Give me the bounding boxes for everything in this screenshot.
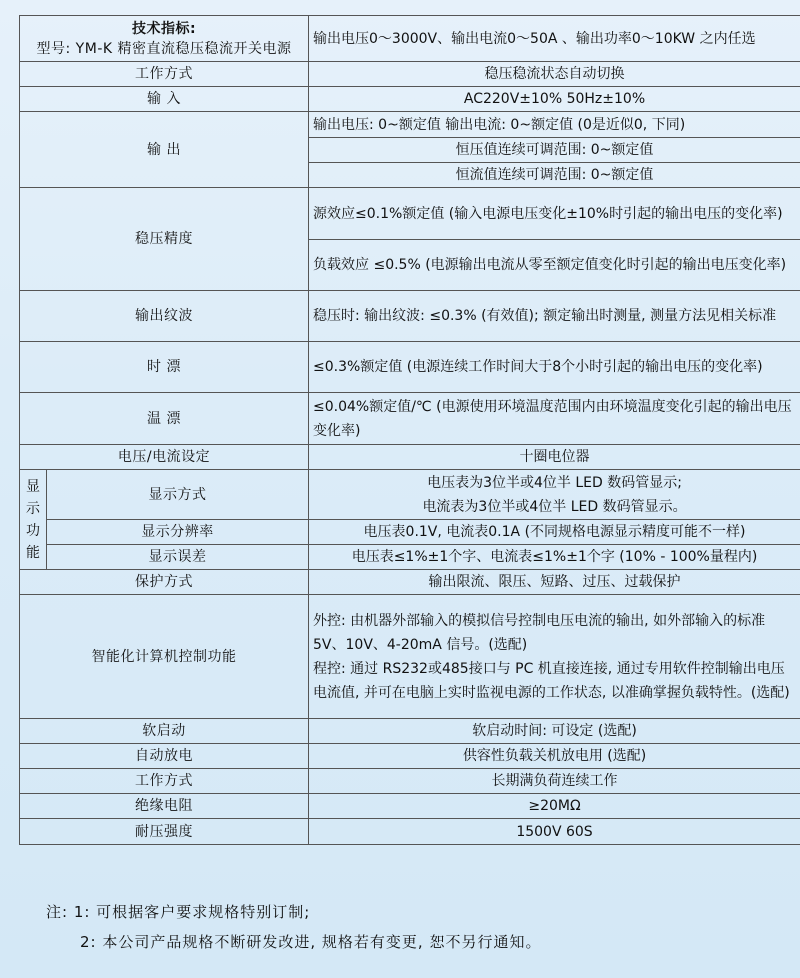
smart-control-line-2: 程控: 通过 RS232或485接口与 PC 机直接连接, 通过专用软件控制输出电压电流值, 并可在电脑上实时监视电源的工作状态, 以准确掌握负载特性。(选配) — [313, 660, 790, 701]
table-row — [20, 794, 800, 819]
temp-drift-value: ≤0.04%额定值/℃ (电源使用环境温度范围内由环境温度变化引起的输出电压变化率) — [309, 393, 800, 445]
display-mode-label: 显示方式 — [47, 470, 309, 520]
table-row — [20, 445, 800, 470]
insulation-value: ≥20MΩ — [309, 794, 800, 819]
smart-control-value — [309, 595, 800, 719]
setting-value: 十圈电位器 — [309, 445, 800, 470]
note-2: 2: 本公司产品规格不断研发改进, 规格若有变更, 恕不另行通知。 — [80, 933, 542, 951]
protection-value: 输出限流、限压、短路、过压、过载保护 — [309, 570, 800, 595]
temp-drift-label: 温 漂 — [20, 393, 309, 445]
work-mode-label: 工作方式 — [20, 62, 309, 87]
model-name: 型号: YM-K 精密直流稳压稳流开关电源 — [36, 40, 292, 57]
table-row — [20, 570, 800, 595]
note-1: 注: 1: 可根据客户要求规格特别订制; — [46, 903, 311, 921]
display-group-label — [20, 470, 47, 570]
table-row — [20, 819, 800, 845]
output-line-1: 输出电压: 0~额定值 输出电流: 0~额定值 (0是近似0, 下同) — [309, 112, 800, 138]
table-row — [20, 87, 800, 112]
table-row — [20, 470, 800, 520]
output-line-2: 恒压值连续可调范围: 0~额定值 — [309, 138, 800, 163]
setting-label: 电压/电流设定 — [20, 445, 309, 470]
discharge-value: 供容性负载关机放电用 (选配) — [309, 744, 800, 769]
table-row — [20, 291, 800, 342]
smart-control-line-1: 外控: 由机器外部输入的模拟信号控制电压电流的输出, 如外部输入的标准5V、10V、4-20mA 信号。(选配) — [313, 612, 766, 653]
work-mode-2-label: 工作方式 — [20, 769, 309, 794]
table-row — [20, 112, 800, 138]
output-line-3: 恒流值连续可调范围: 0~额定值 — [309, 163, 800, 188]
regulation-line-1: 源效应≤0.1%额定值 (输入电源电压变化±10%时引起的输出电压的变化率) — [309, 188, 800, 240]
display-resolution-label: 显示分辨率 — [47, 520, 309, 545]
display-error-label: 显示误差 — [47, 545, 309, 570]
table-row — [20, 769, 800, 794]
spec-table — [19, 15, 800, 845]
time-drift-label: 时 漂 — [20, 342, 309, 393]
table-row — [20, 393, 800, 445]
table-row — [20, 744, 800, 769]
display-mode-value — [309, 470, 800, 520]
table-row — [20, 520, 800, 545]
footnotes — [46, 897, 541, 957]
header-summary: 输出电压0～3000V、输出电流0～50A 、输出功率0～10KW 之内任选 — [309, 16, 800, 62]
header-cell — [20, 16, 309, 62]
work-mode-2-value: 长期满负荷连续工作 — [309, 769, 800, 794]
display-mode-line-1: 电压表为3位半或4位半 LED 数码管显示; — [427, 474, 682, 491]
table-row — [20, 188, 800, 240]
table-row — [20, 719, 800, 744]
withstand-value: 1500V 60S — [309, 819, 800, 845]
protection-label: 保护方式 — [20, 570, 309, 595]
regulation-line-2: 负载效应 ≤0.5% (电源输出电流从零至额定值变化时引起的输出电压变化率) — [309, 240, 800, 291]
input-label: 输 入 — [20, 87, 309, 112]
soft-start-label: 软启动 — [20, 719, 309, 744]
time-drift-value: ≤0.3%额定值 (电源连续工作时间大于8个小时引起的输出电压的变化率) — [309, 342, 800, 393]
table-row — [20, 62, 800, 87]
display-mode-line-2: 电流表为3位半或4位半 LED 数码管显示。 — [422, 498, 687, 515]
display-error-value: 电压表≤1%±1个字、电流表≤1%±1个字 (10% - 100%量程内) — [309, 545, 800, 570]
smart-control-label: 智能化计算机控制功能 — [20, 595, 309, 719]
table-row — [20, 545, 800, 570]
header-row — [20, 16, 800, 62]
output-label: 输 出 — [20, 112, 309, 188]
discharge-label: 自动放电 — [20, 744, 309, 769]
input-value: AC220V±10% 50Hz±10% — [309, 87, 800, 112]
withstand-label: 耐压强度 — [20, 819, 309, 845]
display-group-text: 显示功能 — [26, 478, 40, 561]
work-mode-value: 稳压稳流状态自动切换 — [309, 62, 800, 87]
display-resolution-value: 电压表0.1V, 电流表0.1A (不同规格电源显示精度可能不一样) — [309, 520, 800, 545]
header-title: 技术指标: — [131, 20, 197, 37]
ripple-value: 稳压时: 输出纹波: ≤0.3% (有效值); 额定输出时测量, 测量方法见相关标准 — [309, 291, 800, 342]
regulation-label: 稳压精度 — [20, 188, 309, 291]
table-row — [20, 342, 800, 393]
soft-start-value: 软启动时间: 可设定 (选配) — [309, 719, 800, 744]
ripple-label: 输出纹波 — [20, 291, 309, 342]
insulation-label: 绝缘电阻 — [20, 794, 309, 819]
table-row — [20, 595, 800, 719]
